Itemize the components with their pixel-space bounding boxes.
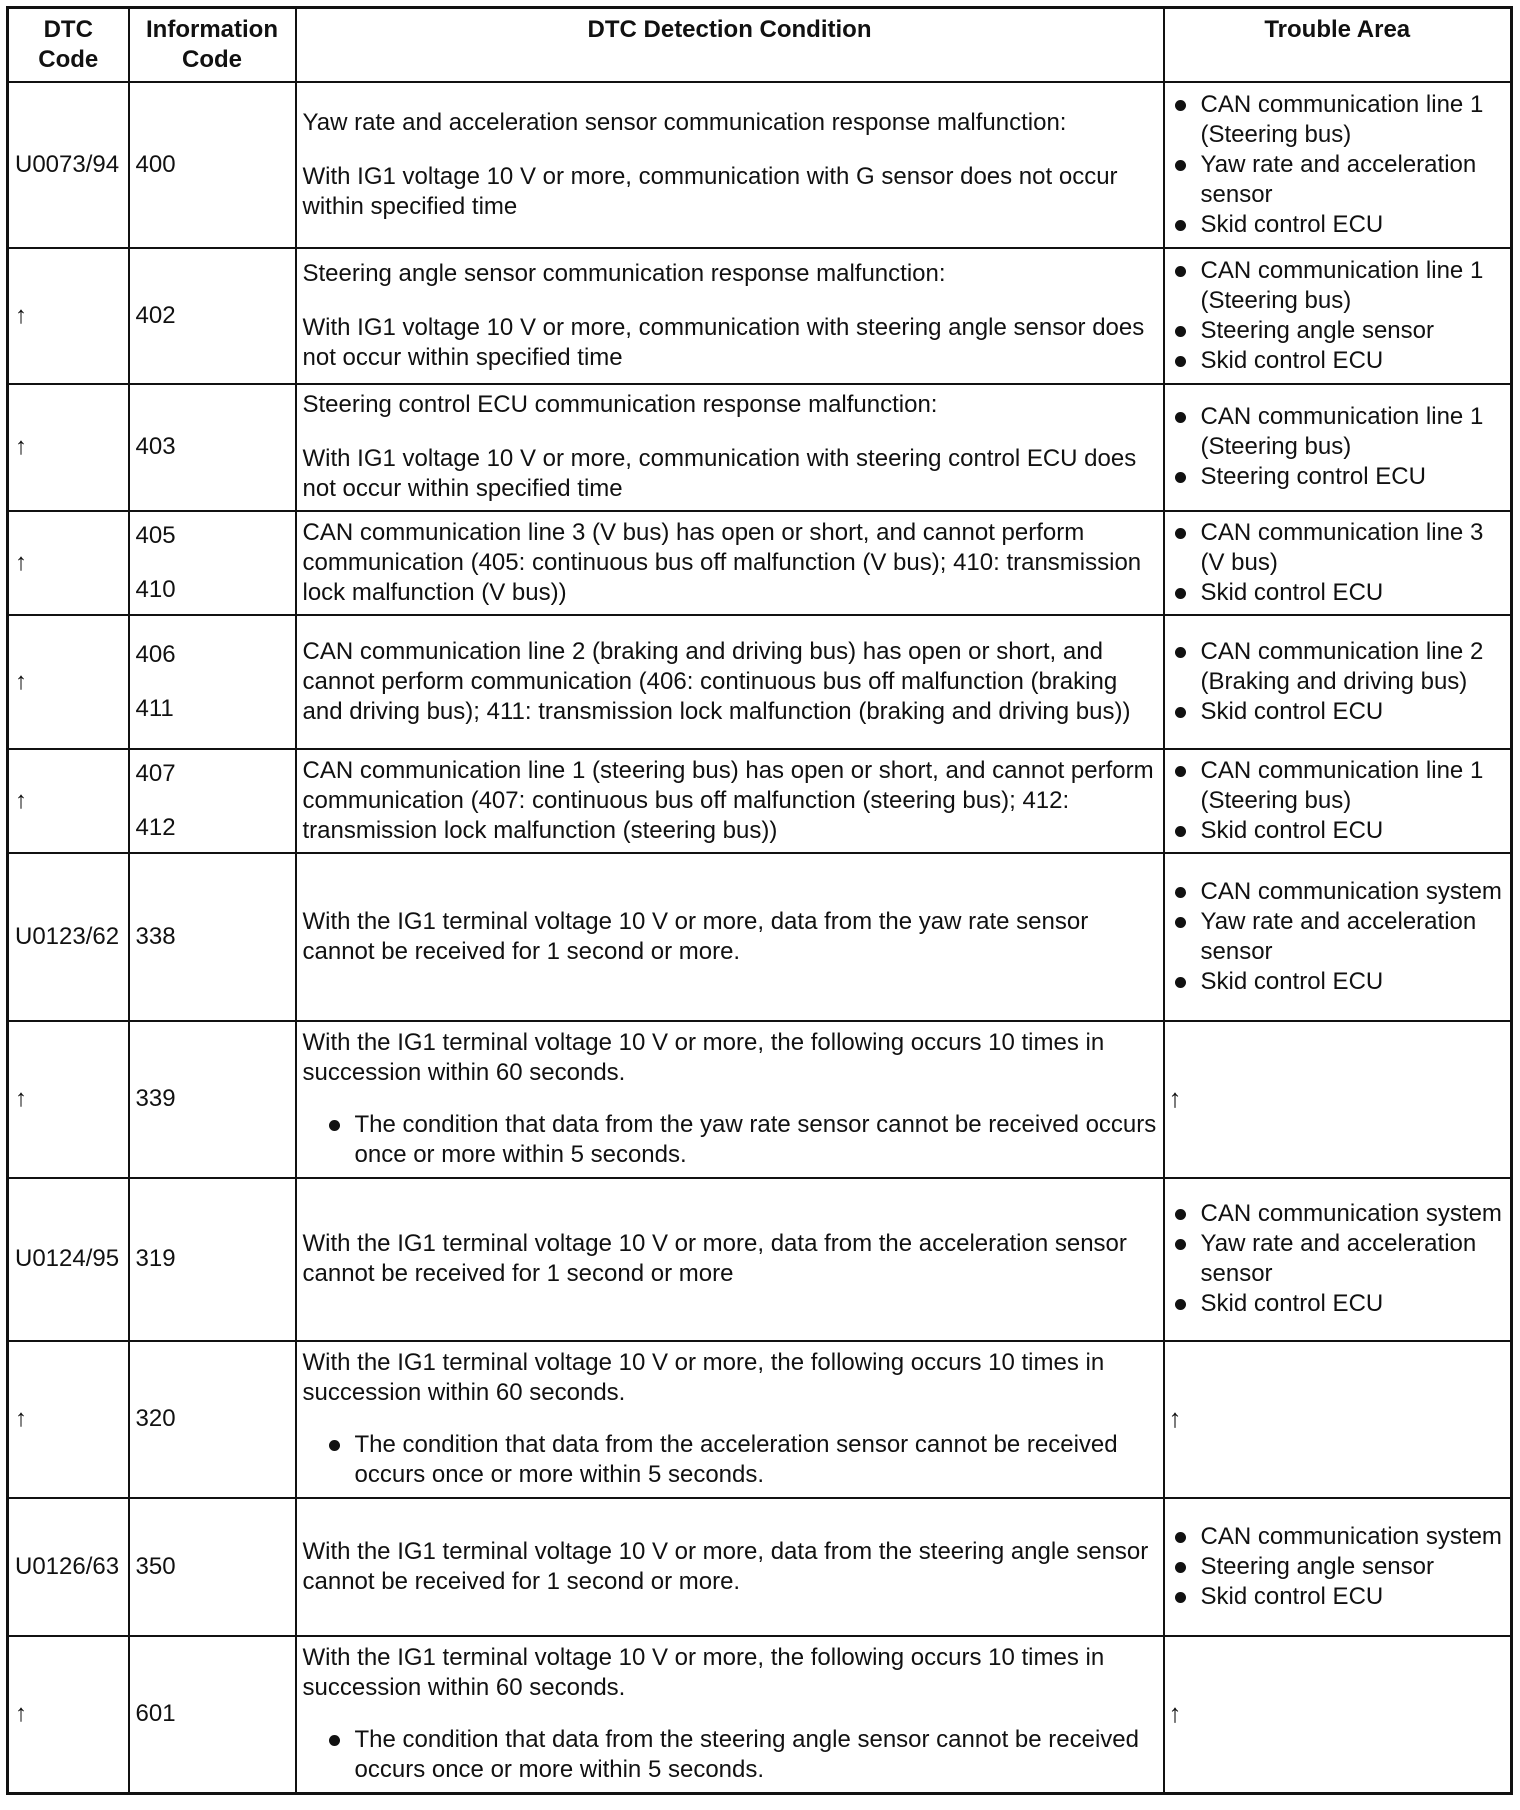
condition-text: With the IG1 terminal voltage 10 V or more, data from the yaw rate sensor cannot be received for 1 second or more. bbox=[302, 907, 1089, 965]
trouble-area-cell bbox=[1164, 1178, 1512, 1341]
information-code: 403 bbox=[135, 433, 176, 460]
condition-text: CAN communication line 1 (steering bus) has open or short, and cannot perform communication (407: continuous bus off malfunction (steering bus); 412: transmission lock malfunction (steering bus)) bbox=[302, 756, 1154, 844]
header-dtc-code: DTC Code bbox=[8, 8, 129, 82]
condition-bullet-list bbox=[303, 1110, 1157, 1170]
table-row bbox=[8, 749, 1512, 853]
trouble-area-item: Steering control ECU bbox=[1171, 462, 1505, 492]
trouble-area-item: Steering angle sensor bbox=[1171, 1552, 1505, 1582]
information-code: 319 bbox=[135, 1245, 176, 1272]
table-row bbox=[8, 248, 1512, 384]
trouble-area-list bbox=[1171, 756, 1505, 846]
table-row bbox=[8, 615, 1512, 749]
information-code: 407 bbox=[135, 759, 176, 787]
table-row bbox=[8, 853, 1512, 1021]
trouble-area-list bbox=[1171, 1199, 1505, 1319]
trouble-area-cell bbox=[1164, 749, 1512, 853]
information-code: 339 bbox=[135, 1085, 176, 1112]
trouble-area-item: CAN communication system bbox=[1171, 877, 1505, 907]
detection-condition-cell bbox=[296, 1636, 1164, 1794]
detection-condition-cell bbox=[296, 1341, 1164, 1498]
trouble-area-item: CAN communication line 1 (Steering bus) bbox=[1171, 756, 1505, 816]
trouble-area-cell bbox=[1164, 248, 1512, 384]
trouble-area-item: Skid control ECU bbox=[1171, 1582, 1505, 1612]
dtc-code-cell: ↑ bbox=[8, 384, 129, 511]
detection-condition-cell bbox=[296, 1021, 1164, 1178]
trouble-area-item: Skid control ECU bbox=[1171, 816, 1505, 846]
trouble-area-cell bbox=[1164, 853, 1512, 1021]
header-information-code: Information Code bbox=[129, 8, 296, 82]
information-code: 402 bbox=[135, 301, 176, 329]
condition-text: With the IG1 terminal voltage 10 V or more, data from the acceleration sensor cannot be received for 1 second or more bbox=[302, 1230, 1127, 1287]
information-code: 350 bbox=[135, 1552, 176, 1580]
table-row bbox=[8, 511, 1512, 615]
trouble-area-cell bbox=[1164, 511, 1512, 615]
dtc-code-cell: ↑ bbox=[8, 749, 129, 853]
information-code-cell bbox=[129, 1021, 296, 1178]
information-code: 411 bbox=[135, 694, 174, 722]
trouble-area-item: CAN communication line 2 (Braking and driving bus) bbox=[1171, 637, 1505, 697]
information-code-cell bbox=[129, 1636, 296, 1794]
dtc-code-cell: U0126/63 bbox=[8, 1498, 129, 1636]
information-code-cell bbox=[129, 853, 296, 1021]
information-code-cell bbox=[129, 749, 296, 853]
trouble-area-list bbox=[1171, 637, 1505, 727]
trouble-area-cell bbox=[1164, 384, 1512, 511]
condition-text: Steering control ECU communication response malfunction: bbox=[302, 391, 938, 418]
trouble-area-item: CAN communication line 1 (Steering bus) bbox=[1171, 90, 1505, 150]
information-code-cell bbox=[129, 1341, 296, 1498]
trouble-area-cell bbox=[1164, 1636, 1512, 1794]
information-code: 601 bbox=[135, 1700, 176, 1728]
condition-text: With IG1 voltage 10 V or more, communication with steering angle sensor does not occur within specified time bbox=[302, 313, 1145, 371]
information-code: 412 bbox=[135, 813, 176, 841]
condition-text: CAN communication line 2 (braking and driving bus) has open or short, and cannot perform communication (406: continuous bus off malfunction (braking and driving bus); 411: transmission lock malfunction (braking and driving bus)) bbox=[302, 637, 1131, 725]
detection-condition-cell bbox=[296, 384, 1164, 511]
information-code-cell bbox=[129, 1178, 296, 1341]
trouble-area-list bbox=[1171, 518, 1505, 608]
detection-condition-cell bbox=[296, 248, 1164, 384]
trouble-area-cell bbox=[1164, 82, 1512, 248]
information-code-cell bbox=[129, 384, 296, 511]
condition-text: With the IG1 terminal voltage 10 V or more, data from the steering angle sensor cannot be received for 1 second or more. bbox=[302, 1537, 1149, 1595]
dtc-code-cell: U0123/62 bbox=[8, 853, 129, 1021]
detection-condition-cell bbox=[296, 1178, 1164, 1341]
table-row bbox=[8, 1341, 1512, 1498]
same-as-above-arrow: ↑ bbox=[1168, 1083, 1182, 1113]
detection-condition-cell bbox=[296, 82, 1164, 248]
detection-condition-cell bbox=[296, 615, 1164, 749]
detection-condition-cell bbox=[296, 511, 1164, 615]
dtc-code-cell: U0073/94 bbox=[8, 82, 129, 248]
trouble-area-item: CAN communication system bbox=[1171, 1199, 1505, 1229]
trouble-area-item: Yaw rate and acceleration sensor bbox=[1171, 907, 1505, 967]
information-code-cell bbox=[129, 615, 296, 749]
trouble-area-item: Skid control ECU bbox=[1171, 697, 1505, 727]
trouble-area-item: Skid control ECU bbox=[1171, 578, 1505, 608]
trouble-area-item: Skid control ECU bbox=[1171, 210, 1505, 240]
dtc-code-cell: ↑ bbox=[8, 1341, 129, 1498]
trouble-area-cell bbox=[1164, 1021, 1512, 1178]
trouble-area-item: CAN communication line 1 (Steering bus) bbox=[1171, 256, 1505, 316]
header-detection-condition: DTC Detection Condition bbox=[296, 8, 1164, 82]
information-code: 338 bbox=[135, 922, 176, 950]
information-code-cell bbox=[129, 1498, 296, 1636]
condition-text: Steering angle sensor communication response malfunction: bbox=[302, 259, 946, 287]
trouble-area-item: Skid control ECU bbox=[1171, 967, 1505, 997]
condition-text: With IG1 voltage 10 V or more, communication with steering control ECU does not occur within specified time bbox=[302, 445, 1137, 502]
trouble-area-cell bbox=[1164, 1498, 1512, 1636]
table-row bbox=[8, 1178, 1512, 1341]
trouble-area-cell bbox=[1164, 615, 1512, 749]
condition-text: Yaw rate and acceleration sensor communication response malfunction: bbox=[302, 108, 1067, 136]
trouble-area-item: CAN communication line 1 (Steering bus) bbox=[1171, 402, 1505, 462]
condition-bullet-item: The condition that data from the acceleration sensor cannot be received occurs once or more within 5 seconds. bbox=[323, 1430, 1157, 1490]
dtc-table-container bbox=[6, 6, 1513, 1795]
trouble-area-list bbox=[1171, 256, 1505, 376]
same-as-above-arrow: ↑ bbox=[1168, 1698, 1182, 1729]
condition-text: With the IG1 terminal voltage 10 V or more, the following occurs 10 times in succession within 60 seconds. bbox=[302, 1029, 1105, 1086]
header-row bbox=[8, 8, 1512, 82]
condition-bullet-list bbox=[303, 1725, 1157, 1785]
condition-text: With the IG1 terminal voltage 10 V or more, the following occurs 10 times in succession within 60 seconds. bbox=[302, 1644, 1105, 1702]
detection-condition-cell bbox=[296, 749, 1164, 853]
detection-condition-cell bbox=[296, 853, 1164, 1021]
table-row bbox=[8, 1636, 1512, 1794]
condition-bullet-item: The condition that data from the steering angle sensor cannot be received occurs once or more within 5 seconds. bbox=[323, 1725, 1157, 1785]
information-code: 405 bbox=[135, 521, 176, 549]
information-code-cell bbox=[129, 511, 296, 615]
table-row bbox=[8, 1498, 1512, 1636]
condition-bullet-item: The condition that data from the yaw rate sensor cannot be received occurs once or more within 5 seconds. bbox=[323, 1110, 1157, 1170]
trouble-area-item: CAN communication line 3 (V bus) bbox=[1171, 518, 1505, 578]
trouble-area-item: Yaw rate and acceleration sensor bbox=[1171, 150, 1505, 210]
information-code-cell bbox=[129, 82, 296, 248]
dtc-code-cell: ↑ bbox=[8, 511, 129, 615]
information-code: 406 bbox=[135, 640, 176, 668]
information-code-cell bbox=[129, 248, 296, 384]
table-row bbox=[8, 82, 1512, 248]
dtc-code-cell: ↑ bbox=[8, 248, 129, 384]
condition-text: CAN communication line 3 (V bus) has open or short, and cannot perform communication (405: continuous bus off malfunction (V bus); 410: transmission lock malfunction (V bus)) bbox=[302, 518, 1142, 606]
trouble-area-item: Yaw rate and acceleration sensor bbox=[1171, 1229, 1505, 1289]
trouble-area-item: Skid control ECU bbox=[1171, 346, 1505, 376]
dtc-table bbox=[6, 6, 1513, 1795]
header-trouble-area: Trouble Area bbox=[1164, 8, 1512, 82]
trouble-area-item: Steering angle sensor bbox=[1171, 316, 1505, 346]
information-code: 320 bbox=[135, 1405, 176, 1432]
condition-text: With the IG1 terminal voltage 10 V or more, the following occurs 10 times in succession within 60 seconds. bbox=[302, 1349, 1105, 1406]
condition-bullet-list bbox=[303, 1430, 1157, 1490]
dtc-code-cell: ↑ bbox=[8, 1021, 129, 1178]
condition-text: With IG1 voltage 10 V or more, communication with G sensor does not occur within specified time bbox=[302, 162, 1118, 220]
information-code: 410 bbox=[135, 575, 176, 603]
detection-condition-cell bbox=[296, 1498, 1164, 1636]
trouble-area-item: CAN communication system bbox=[1171, 1522, 1505, 1552]
trouble-area-list bbox=[1171, 402, 1505, 492]
trouble-area-item: Skid control ECU bbox=[1171, 1289, 1505, 1319]
table-body bbox=[8, 82, 1512, 1794]
dtc-code-cell: ↑ bbox=[8, 1636, 129, 1794]
dtc-code-cell: U0124/95 bbox=[8, 1178, 129, 1341]
trouble-area-list bbox=[1171, 877, 1505, 997]
dtc-code-cell: ↑ bbox=[8, 615, 129, 749]
trouble-area-list bbox=[1171, 1522, 1505, 1612]
same-as-above-arrow: ↑ bbox=[1168, 1403, 1182, 1433]
information-code: 400 bbox=[135, 150, 176, 178]
trouble-area-cell bbox=[1164, 1341, 1512, 1498]
table-row bbox=[8, 1021, 1512, 1178]
trouble-area-list bbox=[1171, 90, 1505, 240]
table-row bbox=[8, 384, 1512, 511]
